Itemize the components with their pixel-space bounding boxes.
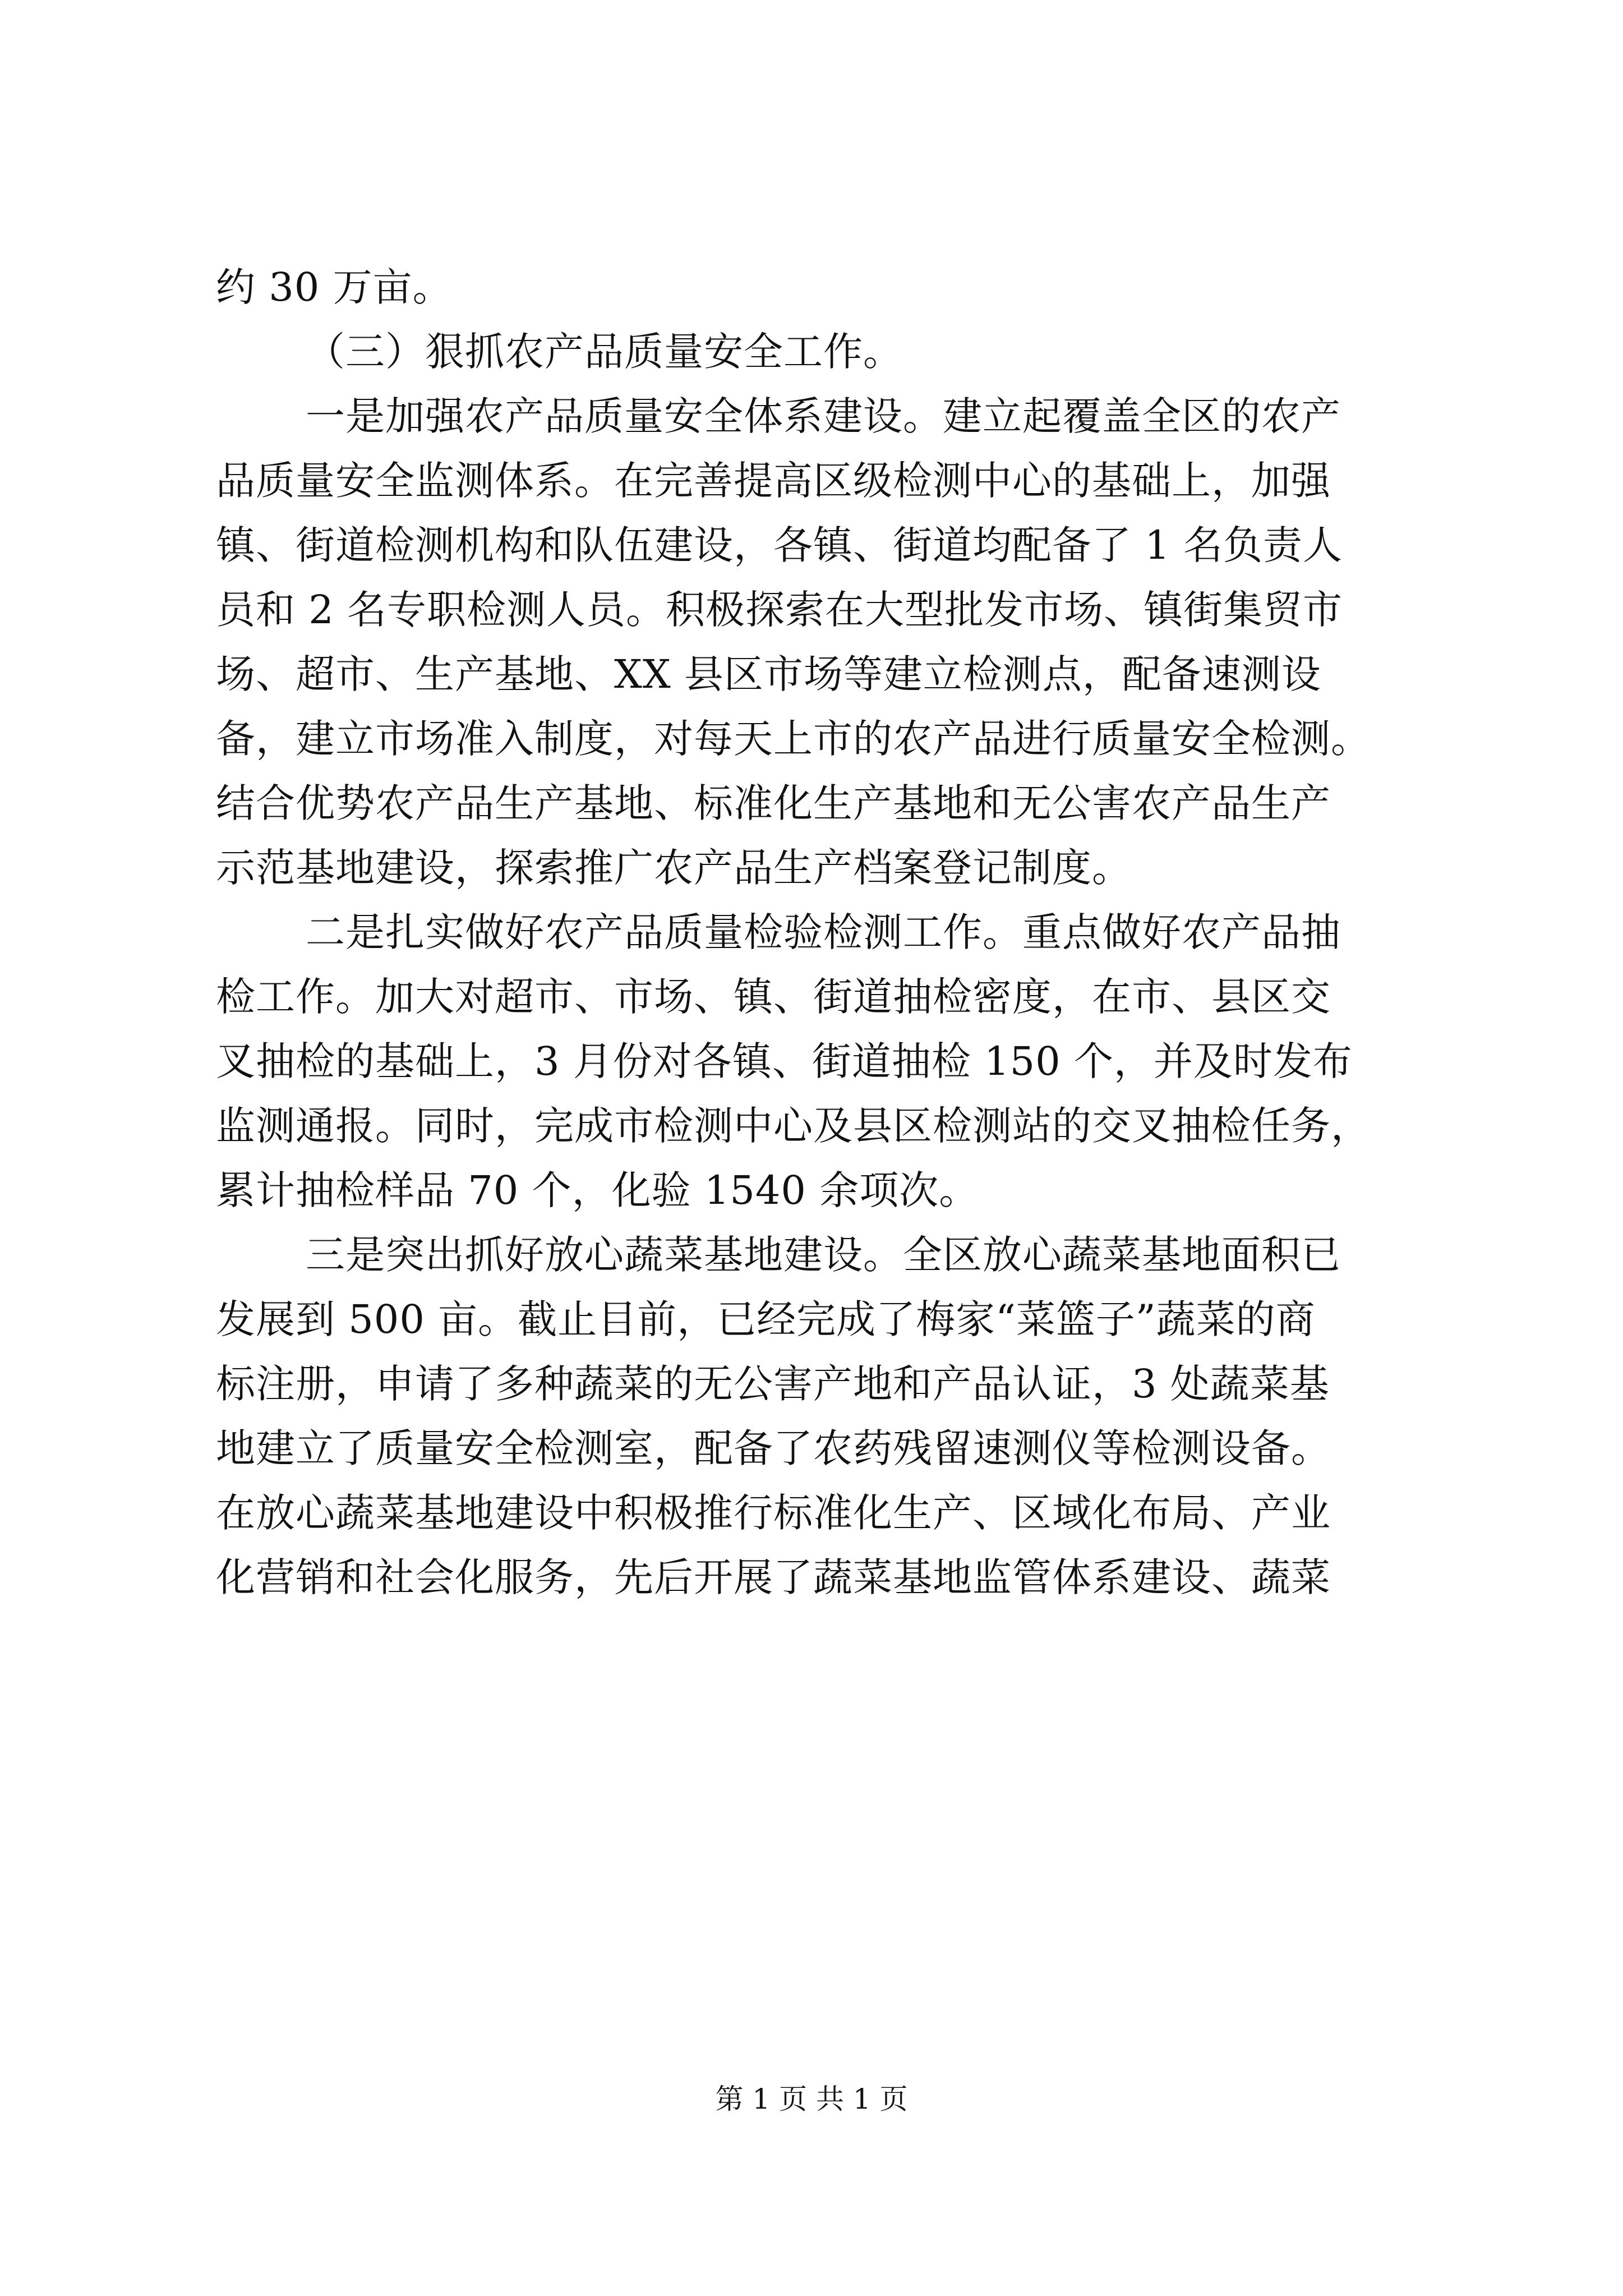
text-line: 累计抽检样品 70 个，化验 1540 余项次。 — [216, 1167, 979, 1213]
text-line: 三是突出抓好放心蔬菜基地建设。全区放心蔬菜基地面积已 — [306, 1232, 1341, 1278]
text-line: 约 30 万亩。 — [216, 264, 453, 310]
text-line: 叉抽检的基础上，3 月份对各镇、街道抽检 150 个，并及时发布 — [216, 1038, 1353, 1084]
text-line: 备，建立市场准入制度，对每天上市的农产品进行质量安全检测。 — [216, 716, 1371, 762]
text-line: 结合优势农产品生产基地、标准化生产基地和无公害农产品生产 — [216, 780, 1331, 826]
text-line: 镇、街道检测机构和队伍建设，各镇、街道均配备了 1 名负责人 — [216, 522, 1343, 568]
page-footer — [0, 2082, 1623, 2116]
text-line: 检工作。加大对超市、市场、镇、街道抽检密度，在市、县区交 — [216, 974, 1331, 1020]
text-line: 发展到 500 亩。截止目前，已经完成了梅家“菜篮子”蔬菜的商 — [216, 1296, 1316, 1342]
text-line: 一是加强农产品质量安全体系建设。建立起覆盖全区的农产 — [306, 393, 1341, 439]
page-number-label: 第 1 页 共 1 页 — [715, 2083, 908, 2115]
text-line: 地建立了质量安全检测室，配备了农药残留速测仪等检测设备。 — [216, 1425, 1331, 1471]
text-line: 示范基地建设，探索推广农产品生产档案登记制度。 — [216, 845, 1132, 891]
text-line: 二是扎实做好农产品质量检验检测工作。重点做好农产品抽 — [306, 909, 1341, 955]
text-line: 品质量安全监测体系。在完善提高区级检测中心的基础上，加强 — [216, 458, 1331, 504]
document-body — [216, 255, 1410, 1610]
text-line: 标注册，申请了多种蔬菜的无公害产地和产品认证，3 处蔬菜基 — [216, 1361, 1330, 1407]
text-line: 员和 2 名专职检测人员。积极探索在大型批发市场、镇街集贸市 — [216, 587, 1343, 633]
text-line: 化营销和社会化服务，先后开展了蔬菜基地监管体系建设、蔬菜 — [216, 1554, 1331, 1600]
text-line: 场、超市、生产基地、XX 县区市场等建立检测点，配备速测设 — [216, 651, 1321, 697]
text-line: 在放心蔬菜基地建设中积极推行标准化生产、区域化布局、产业 — [216, 1490, 1331, 1536]
text-line: 监测通报。同时，完成市检测中心及县区检测站的交叉抽检任务， — [216, 1103, 1371, 1149]
text-line: （三）狠抓农产品质量安全工作。 — [306, 329, 903, 375]
